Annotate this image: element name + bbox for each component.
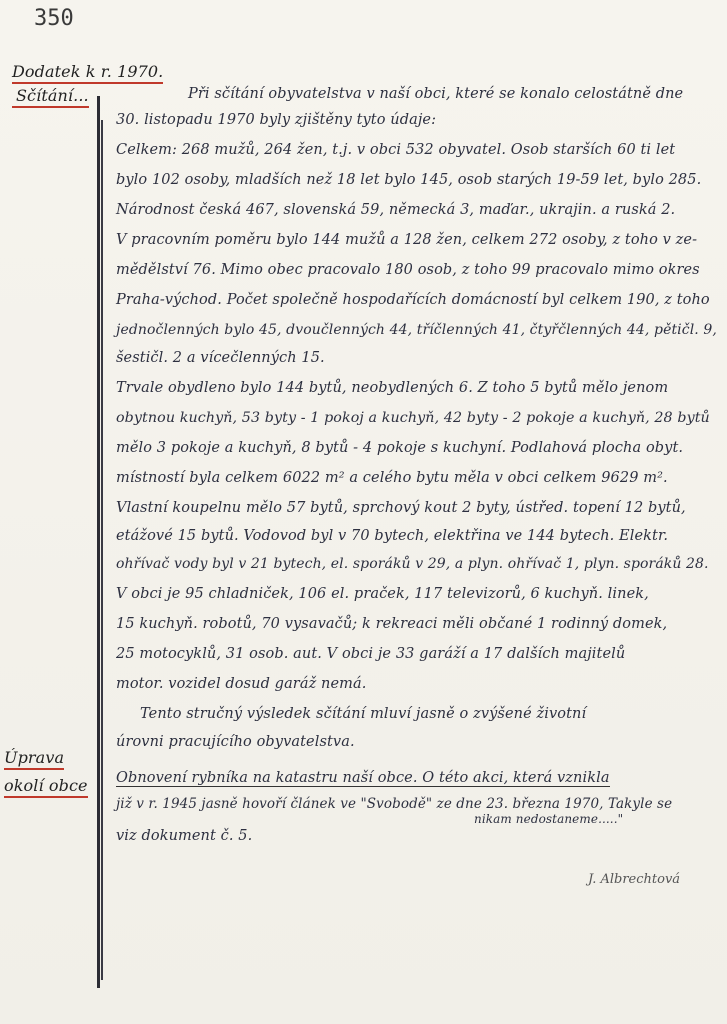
text-line: Při sčítání obyvatelstva v naší obci, které se konalo celostátně dne — [188, 86, 684, 102]
text-line: Praha-východ. Počet společně hospodařících domácností byl celkem 190, z toho — [116, 292, 710, 308]
text-line: nikam nedostaneme....." — [474, 812, 624, 826]
margin-rule — [97, 96, 100, 988]
text-line: Celkem: 268 mužů, 264 žen, t.j. v obci 532 obyvatel. Osob starších 60 ti let — [116, 142, 676, 158]
heading-scitani: Sčítání... — [16, 86, 89, 108]
text-line: mělo 3 pokoje a kuchyň, 8 bytů - 4 pokoje s kuchyní. Podlahová plocha obyt. — [116, 440, 684, 456]
text-line: motor. vozidel dosud garáž nemá. — [116, 676, 367, 692]
text-line: 25 motocyklů, 31 osob. aut. V obci je 33 garáží a 17 dalších majitelů — [116, 646, 626, 662]
text-line: viz dokument č. 5. — [116, 828, 253, 844]
text-line: obytnou kuchyň, 53 byty - 1 pokoj a kuchyň, 42 byty - 2 pokoje a kuchyň, 28 bytů — [116, 410, 710, 426]
text-line: 30. listopadu 1970 byly zjištěny tyto údaje: — [116, 112, 437, 128]
text-line: Tento stručný výsledek sčítání mluví jasně o zvýšené životní — [140, 706, 587, 722]
text-line: šestičl. 2 a vícečlenných 15. — [116, 350, 325, 366]
signature: J. Albrechtová — [588, 872, 681, 887]
page-number: 350 — [34, 6, 74, 31]
text-line: Národnost česká 467, slovenská 59, německá 3, maďar., ukrajin. a ruská 2. — [116, 202, 676, 218]
text-line: Trvale obydleno bylo 144 bytů, neobydlených 6. Z toho 5 bytů mělo jenom — [116, 380, 669, 396]
text-line: V pracovním poměru bylo 144 mužů a 128 žen, celkem 272 osoby, z toho v ze- — [116, 232, 698, 248]
text-line: ohřívač vody byl v 21 bytech, el. sporáků v 29, a plyn. ohřívač 1, plyn. sporáků 28. — [116, 556, 709, 572]
heading-dodatek: Dodatek k r. 1970. — [12, 62, 163, 84]
text-line: V obci je 95 chladniček, 106 el. praček, 117 televizorů, 6 kuchyň. linek, — [116, 586, 649, 602]
text-line-underlined: Obnovení rybníka na katastru naší obce. O této akci, která vznikla — [116, 770, 610, 786]
text-line: mědělství 76. Mimo obec pracovalo 180 osob, z toho 99 pracovalo mimo okres — [116, 262, 700, 278]
red-underline-mark — [12, 106, 82, 108]
text-line: úrovni pracujícího obyvatelstva. — [116, 734, 355, 750]
heading-okoli: okolí obce — [4, 776, 88, 798]
text-line: Vlastní koupelnu mělo 57 bytů, sprchový kout 2 byty, ústřed. topení 12 bytů, — [116, 500, 686, 516]
text-line: již v r. 1945 jasně hovoří článek ve "Svobodě" ze dne 23. března 1970, Takyle se — [116, 796, 673, 812]
margin-rule-inner — [101, 120, 103, 980]
text-line: místností byla celkem 6022 m² a celého bytu měla v obci celkem 9629 m². — [116, 470, 668, 486]
text-line: bylo 102 osoby, mladších než 18 let bylo 145, osob starých 19-59 let, bylo 285. — [116, 172, 702, 188]
heading-uprava: Úprava — [4, 748, 64, 770]
text-line: 15 kuchyň. robotů, 70 vysavačů; k rekreaci měli občané 1 rodinný domek, — [116, 616, 668, 632]
text-line: etážové 15 bytů. Vodovod byl v 70 bytech, elektřina ve 144 bytech. Elektr. — [116, 528, 669, 544]
text-line: jednočlenných bylo 45, dvoučlenných 44, tříčlenných 41, čtyřčlenných 44, pětičl. 9, — [116, 322, 717, 338]
